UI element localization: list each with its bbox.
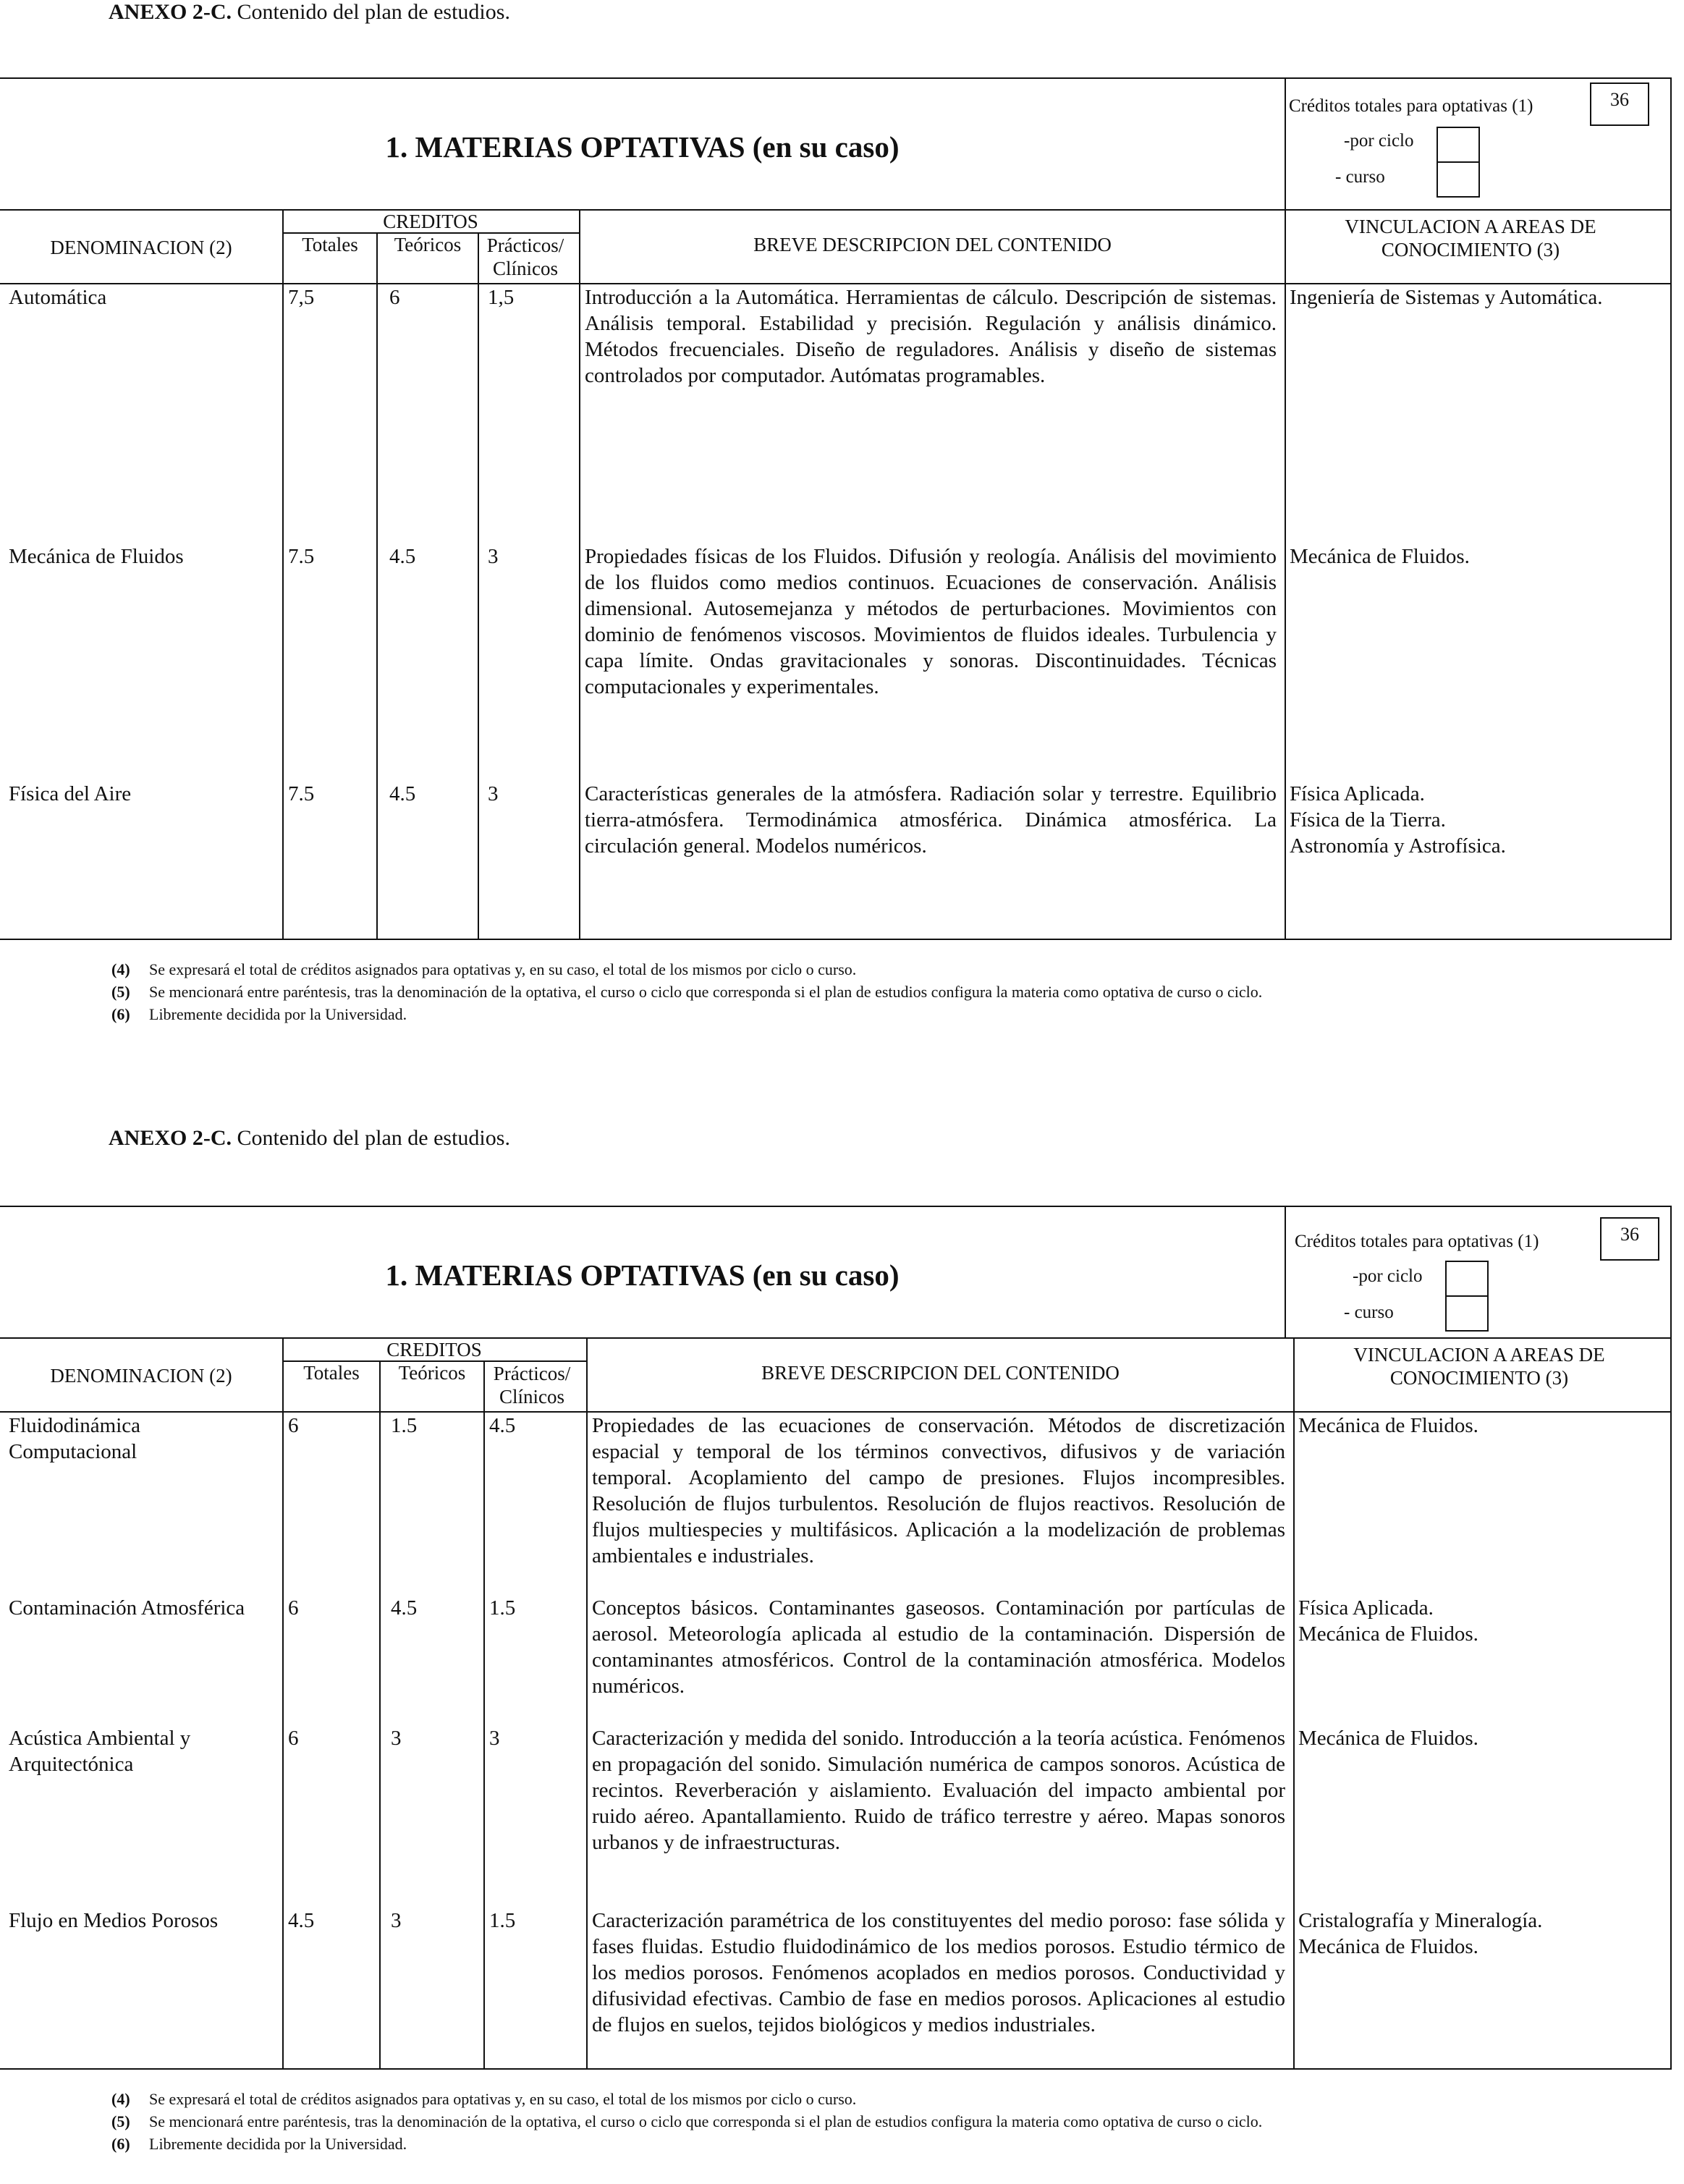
header-teoricos: Teóricos (394, 234, 462, 255)
per-course-label: - curso (1335, 167, 1385, 187)
column-headers (0, 1339, 1670, 1413)
main-heading: 1. MATERIAS OPTATIVAS (en su caso) (385, 130, 900, 164)
credits-total-box: 36 (1600, 1217, 1659, 1261)
row-area: Astronomía y Astrofísica. (1290, 834, 1506, 858)
footnote: (4) Se expresará el total de créditos asignados para optativas y, en su caso, el total de los mismos por ciclo o curso. (111, 960, 857, 978)
optativas-table (0, 1206, 1672, 2070)
row-area: Mecánica de Fluidos. (1298, 1935, 1478, 1958)
row-totales: 6 (288, 1727, 299, 1750)
header-practicos: Prácticos/ Clínicos (486, 234, 564, 279)
row-name: Mecánica de Fluidos (9, 545, 184, 568)
annex-subtitle: Contenido del plan de estudios. (237, 1126, 510, 1150)
row-description: Caracterización paramétrica de los constituyentes del medio poroso: fase sólida y fases fluidas. Estudio fluidodinámico de los medios porosos. Estudio térmico de los medios porosos. Fenómenos acoplados en medios porosos. Conductividad y difusividad efectivas. Cambio de fase en medios porosos. Aplicaciones al estudio de flujos en suelos, tejidos biológicos y medios industriales. (592, 1909, 1285, 2036)
row-area: Física Aplicada. (1290, 782, 1425, 805)
row-totales: 6 (288, 1414, 299, 1437)
table-body (0, 284, 1670, 940)
table-top (0, 79, 1670, 211)
row-area: Mecánica de Fluidos. (1298, 1727, 1478, 1750)
footnote: (6) Libremente decidida por la Universidad. (111, 2135, 407, 2153)
row-totales: 6 (288, 1596, 299, 1620)
row-name: Fluidodinámica Computacional (9, 1414, 141, 1463)
row-description: Caracterización y medida del sonido. Introducción a la teoría acústica. Fenómenos en propagación del sonido. Simulación numérica de campos sonoros. Acústica de recintos. Reverberación y aislamiento. Evaluación del impacto ambiental por ruido aéreo. Apantallamiento. Ruido de tráfico terrestre y aéreo. Mapas sonoros urbanos y de infraestructuras. (592, 1727, 1285, 1854)
footnote: (4) Se expresará el total de créditos asignados para optativas y, en su caso, el total de los mismos por ciclo o curso. (111, 2090, 857, 2108)
header-creditos: CREDITOS (386, 1339, 482, 1360)
footnotes (107, 2088, 1598, 2155)
row-totales: 4.5 (288, 1909, 315, 1932)
row-area: Física de la Tierra. (1290, 808, 1446, 831)
credits-cell (1286, 79, 1670, 209)
per-course-label: - curso (1344, 1303, 1394, 1322)
row-totales: 7,5 (288, 286, 315, 309)
row-teoricos: 4.5 (391, 1596, 418, 1620)
annex-label: ANEXO 2-C. (109, 0, 232, 24)
heading-cell (0, 1207, 1286, 1337)
table-body (0, 1413, 1670, 2068)
row-name: Acústica Ambiental y Arquitectónica (9, 1727, 191, 1776)
row-area: Ingeniería de Sistemas y Automática. (1290, 286, 1603, 309)
footnote: (6) Libremente decidida por la Universidad. (111, 1005, 407, 1023)
row-teoricos: 6 (389, 286, 400, 309)
row-practicos: 1,5 (488, 286, 515, 309)
header-denominacion: DENOMINACION (2) (50, 237, 232, 258)
footnotes (107, 958, 1598, 1025)
annex-title (109, 0, 510, 25)
row-description: Características generales de la atmósfera. Radiación solar y terrestre. Equilibrio tierra-atmósfera. Termodinámica atmosférica. Dinámica atmosférica. La circulación general. Modelos numéricos. (585, 782, 1277, 858)
column-headers (0, 211, 1670, 284)
row-name: Automática (9, 286, 107, 309)
row-teoricos: 4.5 (389, 545, 416, 568)
per-cycle-label: -por ciclo (1344, 131, 1414, 151)
row-name: Contaminación Atmosférica (9, 1596, 245, 1620)
header-teoricos: Teóricos (398, 1362, 466, 1384)
footnote: (5) Se mencionará entre paréntesis, tras la denominación de la optativa, el curso o ciclo que corresponda si el plan de estudios configura la materia como optativa de curso o ciclo. (111, 983, 1263, 1001)
row-totales: 7.5 (288, 545, 315, 568)
row-area: Mecánica de Fluidos. (1298, 1622, 1478, 1646)
row-practicos: 1.5 (489, 1596, 516, 1620)
credits-cell (1286, 1207, 1670, 1337)
header-practicos: Prácticos/ Clínicos (493, 1363, 571, 1408)
footnote: (5) Se mencionará entre paréntesis, tras la denominación de la optativa, el curso o ciclo que corresponda si el plan de estudios configura la materia como optativa de curso o ciclo. (111, 2112, 1263, 2130)
row-description: Propiedades de las ecuaciones de conservación. Métodos de discretización espacial y temporal de los términos convectivos, difusivos y de variación temporal. Acoplamiento del campo de presiones. Flujos incompresibles. Resolución de flujos turbulentos. Resolución de flujos reactivos. Resolución de flujos multiespecies y multifásicos. Aplicación a la modelización de problemas ambientales e industriales. (592, 1414, 1285, 1567)
row-area: Mecánica de Fluidos. (1298, 1414, 1478, 1437)
per-cycle-box (1437, 127, 1480, 163)
per-cycle-label: -por ciclo (1353, 1266, 1423, 1286)
row-area: Mecánica de Fluidos. (1290, 545, 1470, 568)
per-course-box (1445, 1295, 1489, 1332)
row-description: Propiedades físicas de los Fluidos. Difusión y reología. Análisis del movimiento de los fluidos como medios continuos. Ecuaciones de conservación. Análisis dimensional. Autosemejanza y métodos de perturbaciones. Movimientos con dominio de fenómenos viscosos. Movimientos de fluidos ideales. Turbulencia y capa límite. Ondas gravitacionales y sonoras. Discontinuidades. Técnicas computacionales y experimentales. (585, 545, 1277, 698)
header-totales: Totales (302, 234, 358, 255)
row-practicos: 4.5 (489, 1414, 516, 1437)
credits-total-label: Créditos totales para optativas (1) (1289, 96, 1533, 116)
row-name: Flujo en Medios Porosos (9, 1909, 219, 1932)
header-vinculacion: VINCULACION A AREAS DE CONOCIMIENTO (3) (1345, 216, 1596, 261)
row-practicos: 3 (488, 545, 499, 568)
credits-total-label: Créditos totales para optativas (1) (1295, 1232, 1539, 1251)
optativas-table (0, 77, 1672, 940)
row-description: Conceptos básicos. Contaminantes gaseosos. Contaminación por partículas de aerosol. Meteorología aplicada al estudio de la contaminación. Dispersión de contaminantes atmosféricos. Control de la contaminación atmosférica. Modelos numéricos. (592, 1596, 1285, 1698)
main-heading: 1. MATERIAS OPTATIVAS (en su caso) (385, 1258, 900, 1292)
credits-total-box: 36 (1590, 82, 1649, 126)
table-top (0, 1207, 1670, 1339)
row-teoricos: 4.5 (389, 782, 416, 805)
row-teoricos: 3 (391, 1909, 402, 1932)
per-course-box (1437, 161, 1480, 198)
per-cycle-box (1445, 1261, 1489, 1297)
row-teoricos: 1.5 (391, 1414, 418, 1437)
annex-subtitle: Contenido del plan de estudios. (237, 0, 510, 24)
annex-title (109, 1126, 510, 1151)
row-description: Introducción a la Automática. Herramientas de cálculo. Descripción de sistemas. Análisis temporal. Estabilidad y precisión. Regulación y análisis dinámico. Métodos frecuenciales. Diseño de reguladores. Análisis y diseño de sistemas controlados por computador. Autómatas programables. (585, 286, 1277, 387)
heading-cell (0, 79, 1286, 209)
header-vinculacion: VINCULACION A AREAS DE CONOCIMIENTO (3) (1353, 1344, 1605, 1389)
row-teoricos: 3 (391, 1727, 402, 1750)
header-denominacion: DENOMINACION (2) (50, 1365, 232, 1387)
header-creditos: CREDITOS (383, 211, 478, 232)
row-area: Cristalografía y Mineralogía. (1298, 1909, 1543, 1932)
row-name: Física del Aire (9, 782, 132, 805)
row-practicos: 3 (488, 782, 499, 805)
row-practicos: 1.5 (489, 1909, 516, 1932)
row-totales: 7.5 (288, 782, 315, 805)
row-area: Física Aplicada. (1298, 1596, 1434, 1620)
header-totales: Totales (303, 1362, 360, 1384)
row-practicos: 3 (489, 1727, 500, 1750)
header-descripcion: BREVE DESCRIPCION DEL CONTENIDO (761, 1362, 1120, 1384)
annex-label: ANEXO 2-C. (109, 1126, 232, 1150)
header-descripcion: BREVE DESCRIPCION DEL CONTENIDO (753, 234, 1112, 255)
